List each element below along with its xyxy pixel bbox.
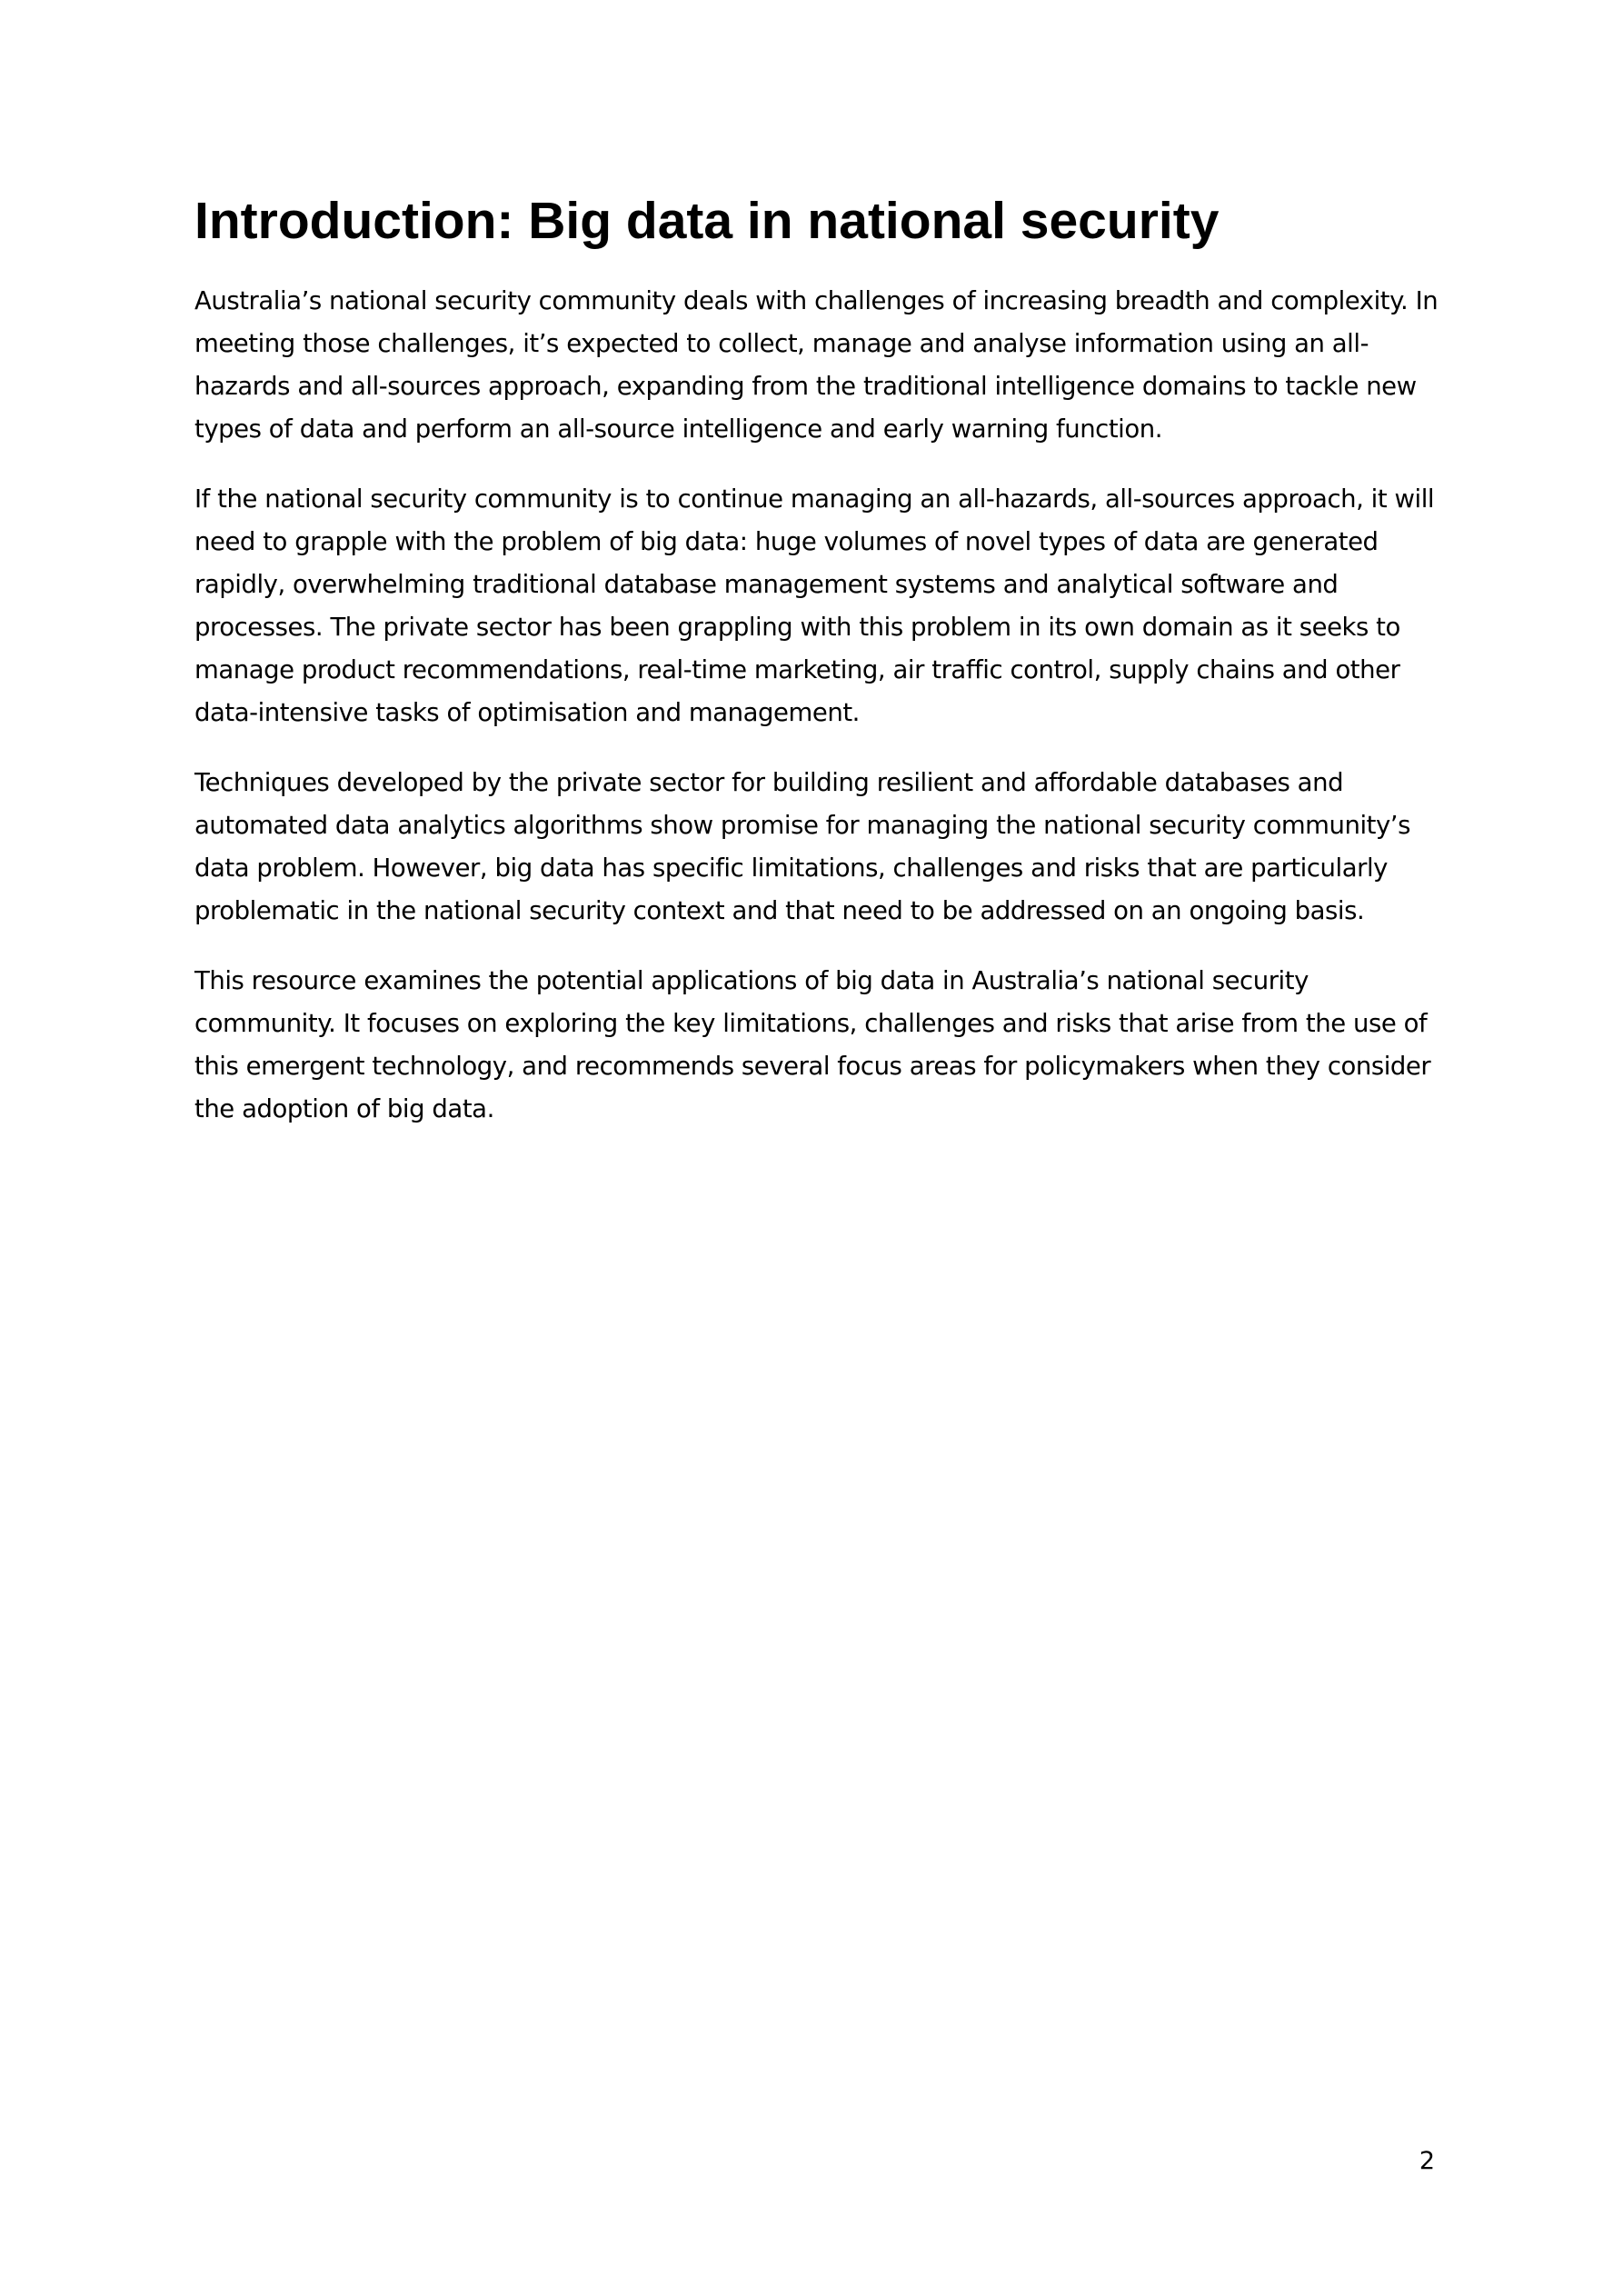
paragraph-3: Techniques developed by the private sector for building resilient and affordable databases and automated data analytics algorithms show promise for managing the national security community’s data problem. However, big data has specific limitations, challenges and risks that are particularly problematic in the national security context and that need to be addressed on an ongoing basis. — [194, 768, 1410, 925]
page-number: 2 — [1419, 2147, 1435, 2175]
paragraph-1: Australia’s national security community deals with challenges of increasing breadth and complexity. In meeting those challenges, it’s expected to collect, manage and analyse information using an all-hazards and all-sources approach, expanding from the traditional intelligence domains to tackle new types of data and perform an all-source intelligence and early warning function. — [194, 286, 1439, 444]
paragraph-2: If the national security community is to continue managing an all-hazards, all-sources approach, it will need to grapple with the problem of big data: huge volumes of novel types of data are generated rapidly, overwhelming traditional database management systems and analytical software and processes. The private sector has been grappling with this problem in its own domain as it seeks to manage product recommendations, real-time marketing, air traffic control, supply chains and other data-intensive tasks of optimisation and management. — [194, 484, 1435, 727]
page-content — [194, 189, 1449, 1158]
paragraph-4: This resource examines the potential applications of big data in Australia’s national security community. It focuses on exploring the key limitations, challenges and risks that arise from the use of this emergent technology, and recommends several focus areas for policymakers when they consider the adoption of big data. — [194, 966, 1431, 1123]
page-title: Introduction: Big data in national security — [194, 192, 1220, 250]
